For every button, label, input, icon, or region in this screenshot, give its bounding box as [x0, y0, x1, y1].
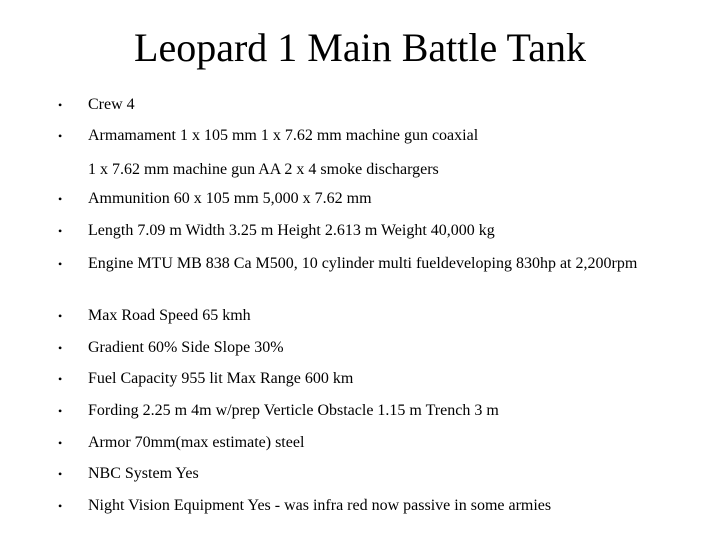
- bullet-icon: •: [58, 372, 63, 386]
- item-text: Ammunition 60 x 105 mm 5,000 x 7.62 mm: [88, 190, 372, 207]
- item-text: Fording 2.25 m 4m w/prep Verticle Obstacle 1.15 m Trench 3 m: [88, 402, 499, 419]
- bullet-icon: •: [58, 192, 63, 206]
- item-text: Max Road Speed 65 kmh: [88, 307, 251, 324]
- bullet-icon: •: [58, 129, 63, 143]
- item-text: Armamament 1 x 105 mm 1 x 7.62 mm machine gun coaxial: [88, 127, 479, 144]
- bullet-icon: •: [58, 467, 63, 481]
- bullet-icon: •: [58, 436, 63, 450]
- bullet-icon: •: [58, 499, 63, 513]
- bullet-icon: •: [58, 309, 63, 323]
- item-text: NBC System Yes: [88, 465, 199, 482]
- item-text: Fuel Capacity 955 lit Max Range 600 km: [88, 370, 354, 387]
- bullet-icon: •: [58, 341, 63, 355]
- bullet-icon: •: [58, 257, 63, 271]
- item-text: Armor 70mm(max estimate) steel: [88, 434, 305, 451]
- armament-continuation-text: 1 x 7.62 mm machine gun AA 2 x 4 smoke dischargers: [88, 161, 439, 178]
- bullet-icon: •: [58, 224, 63, 238]
- item-text: Night Vision Equipment Yes - was infra red now passive in some armies: [88, 497, 552, 514]
- item-text: Crew 4: [88, 96, 135, 113]
- item-text: Engine MTU MB 838 Ca M500, 10 cylinder multi fueldeveloping 830hp at 2,200rpm: [88, 255, 638, 272]
- bullet-icon: •: [58, 98, 63, 112]
- item-text: Length 7.09 m Width 3.25 m Height 2.613 m Weight 40,000 kg: [88, 222, 495, 239]
- bullet-icon: •: [58, 404, 63, 418]
- slide-title: Leopard 1 Main Battle Tank: [134, 25, 586, 70]
- item-text: Gradient 60% Side Slope 30%: [88, 339, 284, 356]
